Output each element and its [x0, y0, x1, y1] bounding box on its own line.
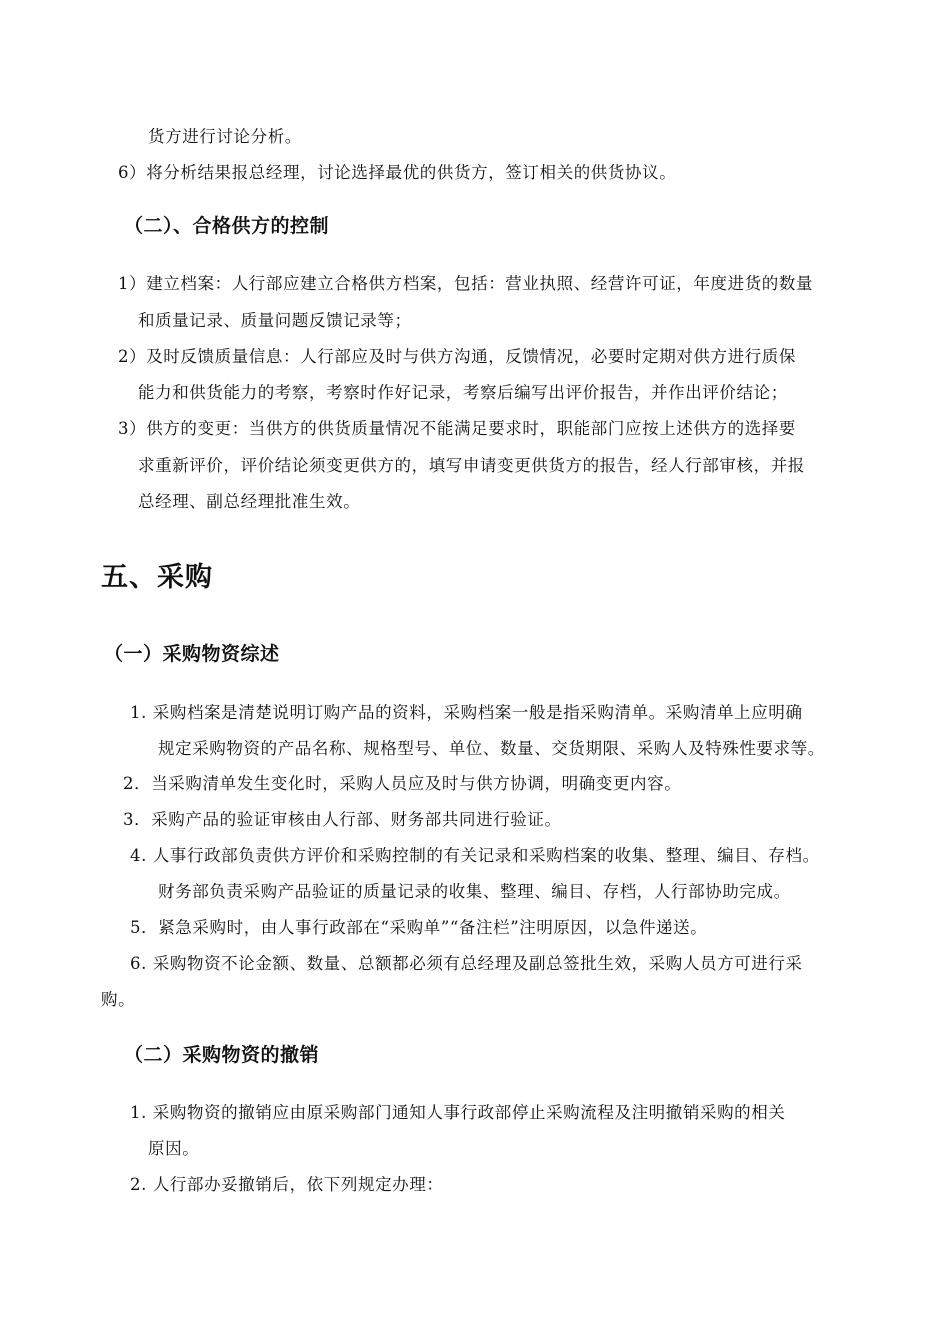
section-heading: 五、采购: [101, 562, 213, 593]
list-item: 1）建立档案：人行部应建立合格供方档案，包括：营业执照、经营许可证，年度进货的数量: [118, 274, 814, 293]
list-item-continuation: 求重新评价，评价结论须变更供方的，填写申请变更供货方的报告，经人行部审核，并报: [138, 456, 805, 475]
list-item: 4. 人事行政部负责供方评价和采购控制的有关记录和采购档案的收集、整理、编目、存档。: [130, 846, 820, 865]
subsection-heading: （二）、合格供方的控制: [124, 215, 330, 237]
list-item: 3）供方的变更：当供方的供货质量情况不能满足要求时，职能部门应按上述供方的选择要: [118, 419, 796, 438]
list-item-continuation: 购。: [101, 990, 136, 1009]
list-item-continuation: 总经理、副总经理批准生效。: [138, 492, 361, 511]
list-item: 3．采购产品的验证审核由人行部、财务部共同进行验证。: [123, 810, 562, 829]
list-item: 1. 采购物资的撤销应由原采购部门通知人事行政部停止采购流程及注明撤销采购的相关: [130, 1103, 786, 1122]
list-item: 1. 采购档案是清楚说明订购产品的资料，采购档案一般是指采购清单。采购清单上应明确: [130, 703, 803, 722]
list-item: 6）将分析结果报总经理，讨论选择最优的供货方，签订相关的供货协议。: [118, 163, 677, 182]
list-item-continuation: 财务部负责采购产品验证的质量记录的收集、整理、编目、存档，人行部协助完成。: [158, 882, 791, 901]
list-item: 2．当采购清单发生变化时，采购人员应及时与供方协调，明确变更内容。: [123, 774, 682, 793]
paragraph-line: 货方进行讨论分析。: [148, 127, 302, 146]
list-item: 2. 人行部办妥撤销后，依下列规定办理：: [130, 1175, 444, 1194]
subsection-heading: （一）采购物资综述: [104, 643, 280, 665]
list-item-continuation: 原因。: [148, 1139, 200, 1158]
list-item-continuation: 能力和供货能力的考察，考察时作好记录，考察后编写出评价报告，并作出评价结论；: [138, 383, 788, 402]
list-item-continuation: 规定采购物资的产品名称、规格型号、单位、数量、交货期限、采购人及特殊性要求等。: [158, 739, 825, 758]
list-item: 6. 采购物资不论金额、数量、总额都必须有总经理及副总签批生效，采购人员方可进行采: [130, 954, 803, 973]
list-item-continuation: 和质量记录、质量问题反馈记录等；: [138, 311, 412, 330]
list-item: 2）及时反馈质量信息：人行部应及时与供方沟通，反馈情况，必要时定期对供方进行质保: [118, 347, 796, 366]
list-item: 5．紧急采购时，由人事行政部在“采购单”“备注栏”注明原因，以急件递送。: [130, 918, 708, 937]
subsection-heading: （二）采购物资的撤销: [124, 1044, 320, 1066]
